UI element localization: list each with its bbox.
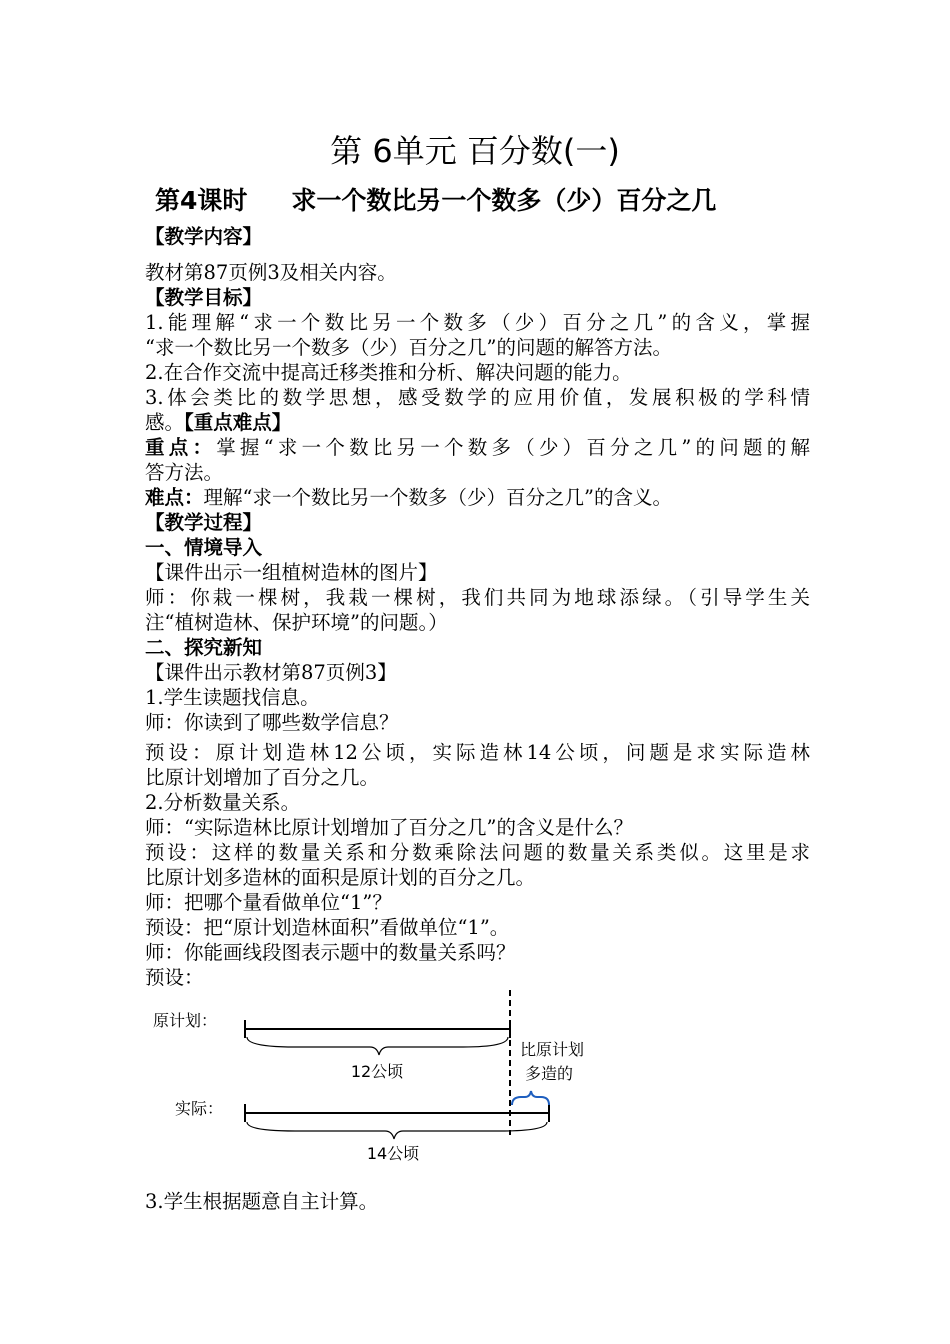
keypoints-heading: 【重点难点】 [184, 411, 292, 434]
part-2-line-5: 比原计划增加了百分之几。 [145, 766, 380, 789]
extra-label-line-2: 多造的 [525, 1064, 574, 1083]
lesson-title-row [155, 185, 855, 217]
part-1-line-1: 【课件出示一组植树造林的图片】 [145, 561, 438, 584]
part-2-line-6: 2.分析数量关系。 [145, 791, 301, 814]
process-heading: 【教学过程】 [145, 511, 263, 534]
key-point-line-2: 答方法。 [145, 461, 224, 484]
part-2-line-10: 师：把哪个量看做单位“1”？ [145, 891, 392, 914]
difficulty-label: 难点： [145, 486, 204, 509]
difficulty-line [145, 486, 810, 510]
part-2-line-13: 预设： [145, 966, 204, 989]
line-segment-diagram [145, 985, 625, 1170]
part-2-line-3: 师：你读到了哪些数学信息？ [145, 711, 399, 734]
part-2-line-1: 【课件出示教材第87页例3】 [145, 661, 397, 684]
plan-label: 原计划： [153, 1011, 218, 1030]
goals-heading: 【教学目标】 [145, 286, 263, 309]
goal-1-line-2: “求一个数比另一个数多（少）百分之几”的问题的解答方法。 [145, 336, 672, 359]
key-point-text: 掌握“求一个数比另一个数多（少）百分之几”的问题的解 [216, 436, 810, 459]
part-2-line-11: 预设：把“原计划造林面积”看做单位“1”。 [145, 916, 510, 939]
key-point-line-1 [145, 436, 810, 460]
extra-label-line-1: 比原计划 [520, 1040, 585, 1059]
part-2-line-12: 师：你能画线段图表示题中的数量关系吗？ [145, 941, 516, 964]
lesson-title: 求一个数比另一个数多（少）百分之几 [291, 186, 717, 215]
goal-1-line-1: 1.能理解“求一个数比另一个数多（少）百分之几”的含义，掌握 [145, 311, 810, 334]
goal-3-tail: 感。 [145, 411, 185, 434]
unit-title: 第 6单元 百分数(一) [330, 132, 620, 170]
part-2-line-4: 预设：原计划造林12公顷，实际造林14公顷，问题是求实际造林 [145, 741, 810, 764]
difficulty-text: 理解“求一个数比另一个数多（少）百分之几”的含义。 [203, 486, 672, 509]
actual-brace [247, 1122, 547, 1139]
part-2-heading: 二、探究新知 [145, 636, 263, 659]
actual-total-label: 14公顷 [366, 1144, 420, 1163]
goal-3-line-1: 3.体会类比的数学思想，感受数学的应用价值，发展积极的学科情 [145, 386, 810, 409]
plan-brace [247, 1037, 508, 1055]
part-1-heading: 一、情境导入 [145, 536, 263, 559]
content-text: 教材第87页例3及相关内容。 [145, 261, 397, 284]
part-2-line-2: 1.学生读题找信息。 [145, 686, 320, 709]
plan-total-label: 12公顷 [350, 1062, 404, 1081]
part-2-line-9: 比原计划多造林的面积是原计划的百分之几。 [145, 866, 536, 889]
part-2-line-7: 师：“实际造林比原计划增加了百分之几”的含义是什么？ [145, 816, 633, 839]
actual-label: 实际： [175, 1099, 224, 1118]
part-1-line-2: 师：你栽一棵树，我栽一棵树，我们共同为地球添绿。（引导学生关 [145, 586, 810, 609]
goal-3-line-2 [145, 411, 810, 435]
goal-2: 2.在合作交流中提高迁移类推和分析、解决问题的能力。 [145, 361, 632, 384]
extra-brace [512, 1091, 549, 1105]
content-heading: 【教学内容】 [145, 225, 263, 248]
part-2-line-8: 预设：这样的数量关系和分数乘除法问题的数量关系类似。这里是求 [145, 841, 810, 864]
part-2-line-14: 3.学生根据题意自主计算。 [145, 1190, 379, 1213]
part-1-line-3: 注“植树造林、保护环境”的问题。） [145, 611, 448, 634]
key-point-label: 重点： [145, 436, 217, 459]
lesson-number: 第4课时 [155, 186, 248, 215]
